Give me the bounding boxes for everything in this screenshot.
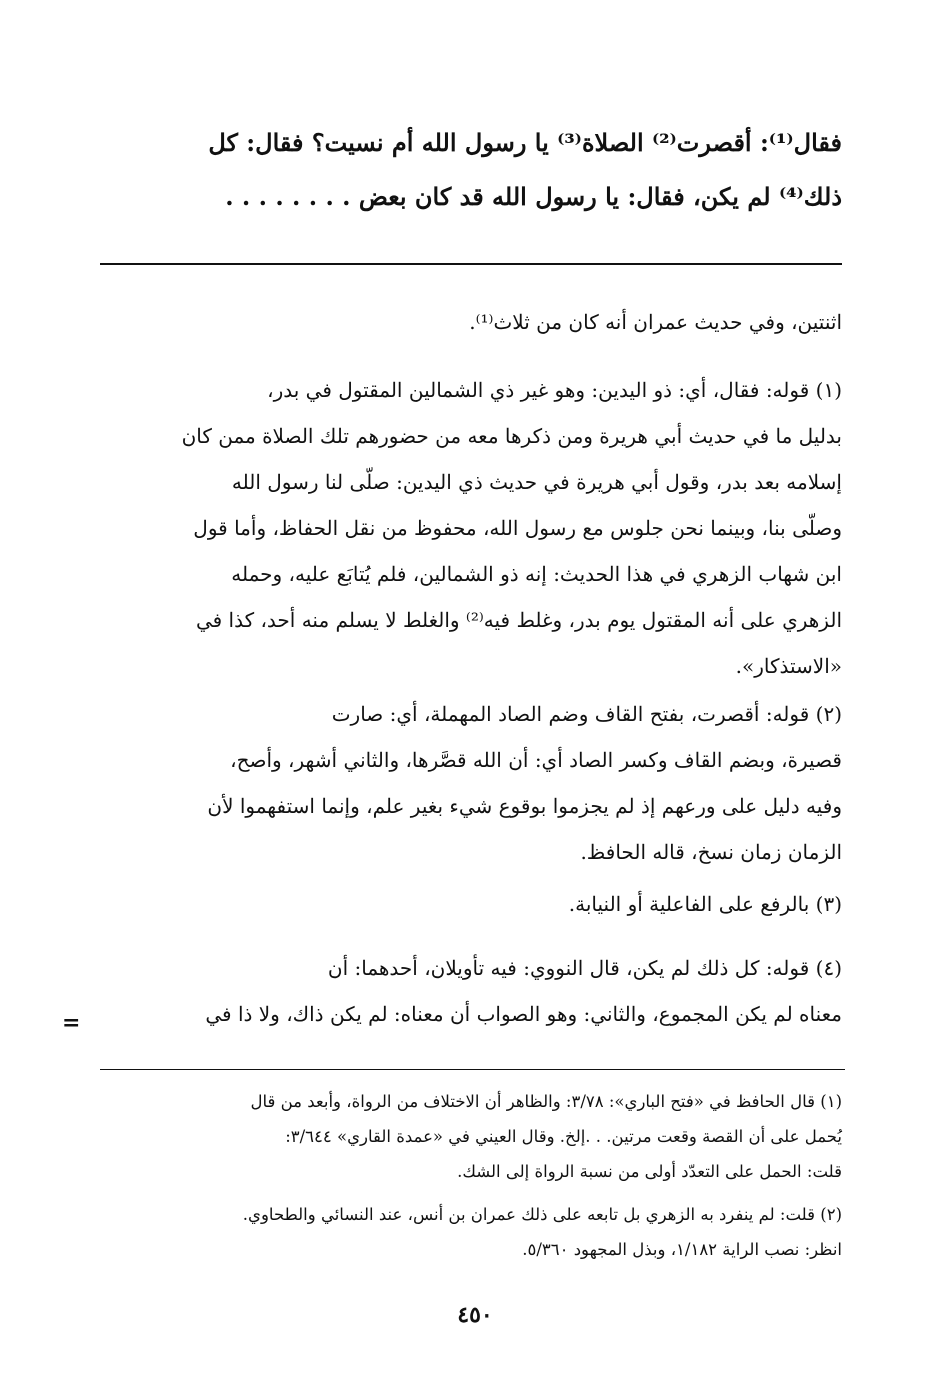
matn-divider xyxy=(100,263,842,265)
note-2-line-3: وفيه دليل على ورعهم إذ لم يجزموا بوقوع شيء بغير علم، وإنما استفهموا لأن xyxy=(207,794,842,818)
note-1-line-1: (١) قوله: فقال، أي: ذو اليدين: وهو غير ذي الشمالين المقتول في بدر، xyxy=(267,378,842,402)
continuation-mark: = xyxy=(62,1010,81,1036)
page-number: ٤٥٠ xyxy=(457,1302,493,1328)
matn-line-2: ذلك⁽⁴⁾ لم يكن، فقال: يا رسول الله قد كان بعض . . . . . . . . xyxy=(225,182,842,211)
note-4-line-1: (٤) قوله: كل ذلك لم يكن، قال النووي: فيه تأويلان، أحدهما: أن xyxy=(327,956,842,980)
note-1-line-7: «الاستذكار». xyxy=(735,654,842,678)
note-1-line-4: وصلّى بنا، وبينما نحن جلوس مع رسول الله، محفوظ من نقل الحفاظ، وأما قول xyxy=(193,516,842,540)
note-2-line-2: قصيرة، وبضم القاف وكسر الصاد أي: أن الله قصَّرها، والثاني أشهر، وأصح، xyxy=(230,748,842,772)
note-1-line-5: ابن شهاب الزهري في هذا الحديث: إنه ذو الشمالين، فلم يُتابَع عليه، وحمله xyxy=(231,562,842,586)
footnote-1-line-2: يُحمل على أن القصة وقعت مرتين. . .إلخ. وقال العيني في «عمدة القاري» ٣/٦٤٤: xyxy=(285,1127,842,1146)
note-1-line-2: بدليل ما في حديث أبي هريرة ومن ذكرها معه من حضورهم تلك الصلاة ممن كان xyxy=(181,424,842,448)
note-4-line-2: معناه لم يكن المجموع، والثاني: وهو الصواب أن معناه: لم يكن ذاك، ولا ذا في xyxy=(205,1002,842,1026)
note-2-line-4: الزمان زمان نسخ، قاله الحافظ. xyxy=(580,840,842,864)
matn-line-1: فقال⁽¹⁾: أقصرت⁽²⁾ الصلاة⁽³⁾ يا رسول الله أم نسيت؟ فقال: كل xyxy=(208,128,842,157)
note-2-line-1: (٢) قوله: أقصرت، بفتح القاف وضم الصاد المهملة، أي: صارت xyxy=(331,702,842,726)
note-1-line-3: إسلامه بعد بدر، وقول أبي هريرة في حديث ذي اليدين: صلّى لنا رسول الله xyxy=(231,470,842,494)
footnote-1-line-1: (١) قال الحافظ في «فتح الباري»: ٣/٧٨: والظاهر أن الاختلاف من الرواة، وأبعد من قال xyxy=(250,1092,842,1111)
footnote-2-line-2: انظر: نصب الراية ١/١٨٢، وبذل المجهود ٥/٣٦٠. xyxy=(522,1240,842,1259)
note-1-line-6: الزهري على أنه المقتول يوم بدر، وغلط فيه⁽²⁾ والغلط لا يسلم منه أحد، كذا في xyxy=(195,608,842,632)
sharh-continuation: اثنتين، وفي حديث عمران أنه كان من ثلاث⁽¹⁾. xyxy=(469,310,842,334)
note-3-line-1: (٣) بالرفع على الفاعلية أو النيابة. xyxy=(568,892,842,916)
footnote-2-line-1: (٢) قلت: لم ينفرد به الزهري بل تابعه على ذلك عمران بن أنس، عند النسائي والطحاوي. xyxy=(242,1205,842,1224)
footnote-divider xyxy=(100,1069,845,1070)
footnote-1-line-3: قلت: الحمل على التعدّد أولى من نسبة الرواة إلى الشك. xyxy=(457,1162,842,1181)
